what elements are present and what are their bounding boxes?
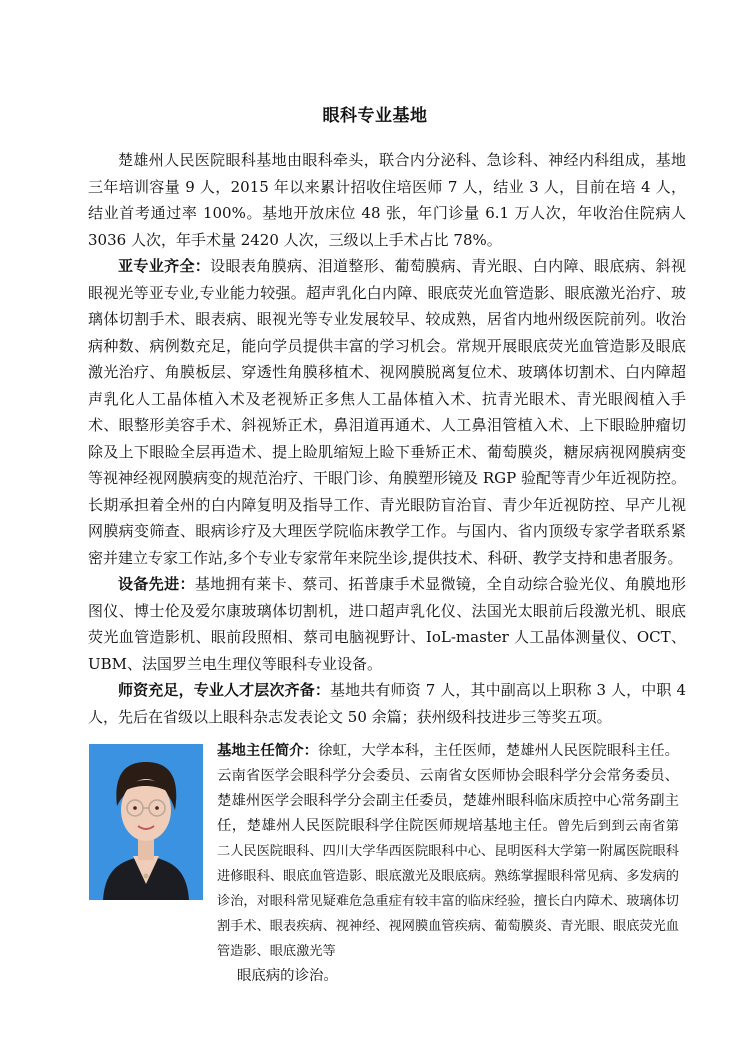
faculty-heading: 师资充足，专业人才层次齐备： xyxy=(118,681,330,699)
intro-paragraph xyxy=(88,147,686,253)
bio-main-text: 徐虹，大学本科，主任医师，楚雄州人民医院眼科主任。云南省医学会眼科学分会委员、云南省女医师协会眼科学分会常务委员、楚雄州医学会眼科学分会副主任委员，楚雄州眼科临床质控中心常务副主任，楚雄州人民医院眼科学住院医师规培基地主任。 xyxy=(217,743,679,834)
intro-text: 楚雄州人民医院眼科基地由眼科牵头，联合内分泌科、急诊科、神经内科组成，基地三年培训容量 9 人，2015 年以来累计招收住培医师 7 人，结业 3 人，目前在培 4 人，结业首考通过率 100%。基地开放床位 48 张，年门诊量 6.1 万人次，年收治住院病人 3036 人次，年手术量 2420 人次，三级以上手术占比 78%。 xyxy=(88,151,686,249)
equipment-text: 基地拥有莱卡、蔡司、拓普康手术显微镜，全自动综合验光仪、角膜地形图仪、博士伦及爱尔康玻璃体切割机，进口超声乳化仪、法国光太眼前后段激光机、眼底荧光血管造影机、眼前段照相、蔡司电脑视野计、IoL-master 人工晶体测量仪、OCT、UBM、法国罗兰电生理仪等眼科专业设备。 xyxy=(88,575,686,673)
portrait-illustration xyxy=(89,744,203,900)
subspecialty-paragraph xyxy=(88,253,686,571)
equipment-paragraph xyxy=(88,571,686,677)
faculty-text: 基地共有师资 7 人，其中副高以上职称 3 人，中职 4 人，先后在省级以上眼科杂志发表论文 50 余篇；获州级科技进步三等奖五项。 xyxy=(88,681,686,726)
subspecialty-heading: 亚专业齐全： xyxy=(118,257,211,275)
director-portrait xyxy=(89,744,203,900)
page-title: 眼科专业基地 xyxy=(322,106,428,126)
bio-tail-text: 眼底病的诊治。 xyxy=(237,968,338,984)
director-bio xyxy=(217,738,679,989)
body-text xyxy=(88,147,686,730)
equipment-heading: 设备先进： xyxy=(118,575,195,593)
subspecialty-text: 设眼表角膜病、泪道整形、葡萄膜病、青光眼、白内障、眼底病、斜视眼视光等亚专业,专业能力较强。超声乳化白内障、眼底荧光血管造影、眼底激光治疗、玻璃体切割手术、眼表病、眼视光等专业发展较早、较成熟，居省内地州级医院前列。收治病种数、病例数充足，能向学员提供丰富的学习机会。常规开展眼底荧光血管造影及眼底激光治疗、角膜板层、穿透性角膜移植术、视网膜脱离复位术、玻璃体切割术、白内障超声乳化人工晶体植入术及老视矫正多焦人工晶体植入术、抗青光眼术、青光眼阀植入手术、眼整形美容手术、斜视矫正术，鼻泪道再通术、人工鼻泪管植入术、上下眼睑肿瘤切除及上下眼睑全层再造术、提上睑肌缩短上睑下垂矫正术、葡萄膜炎，糖尿病视网膜病变等视神经视网膜病变的规范治疗、干眼门诊、角膜塑形镜及 RGP 验配等青少年近视防控。长期承担着全州的白内障复明及指导工作、青光眼防盲治盲、青少年近视防控、早产儿视网膜病变筛查、眼病诊疗及大理医学院临床教学工作。与国内、省内顶级专家学者联系紧密并建立专家工作站,多个专业专家常年来院坐诊,提供技术、科研、教学支持和患者服务。 xyxy=(88,257,686,567)
faculty-paragraph xyxy=(88,677,686,730)
bio-heading: 基地主任简介： xyxy=(217,742,319,759)
bio-detail-text: 曾先后到到云南省第二人民医院眼科、四川大学华西医院眼科中心、昆明医科大学第一附属医院眼科进修眼科、眼底血管造影、眼底激光及眼底病。熟练掌握眼科常见病、多发病的诊治，对眼科常见疑难危急重症有较丰富的临床经验，擅长白内障术、玻璃体切割手术、眼表疾病、视神经、视网膜血管疾病、葡萄膜炎、青光眼、眼底荧光血管造影、眼底激光等 xyxy=(217,819,679,959)
